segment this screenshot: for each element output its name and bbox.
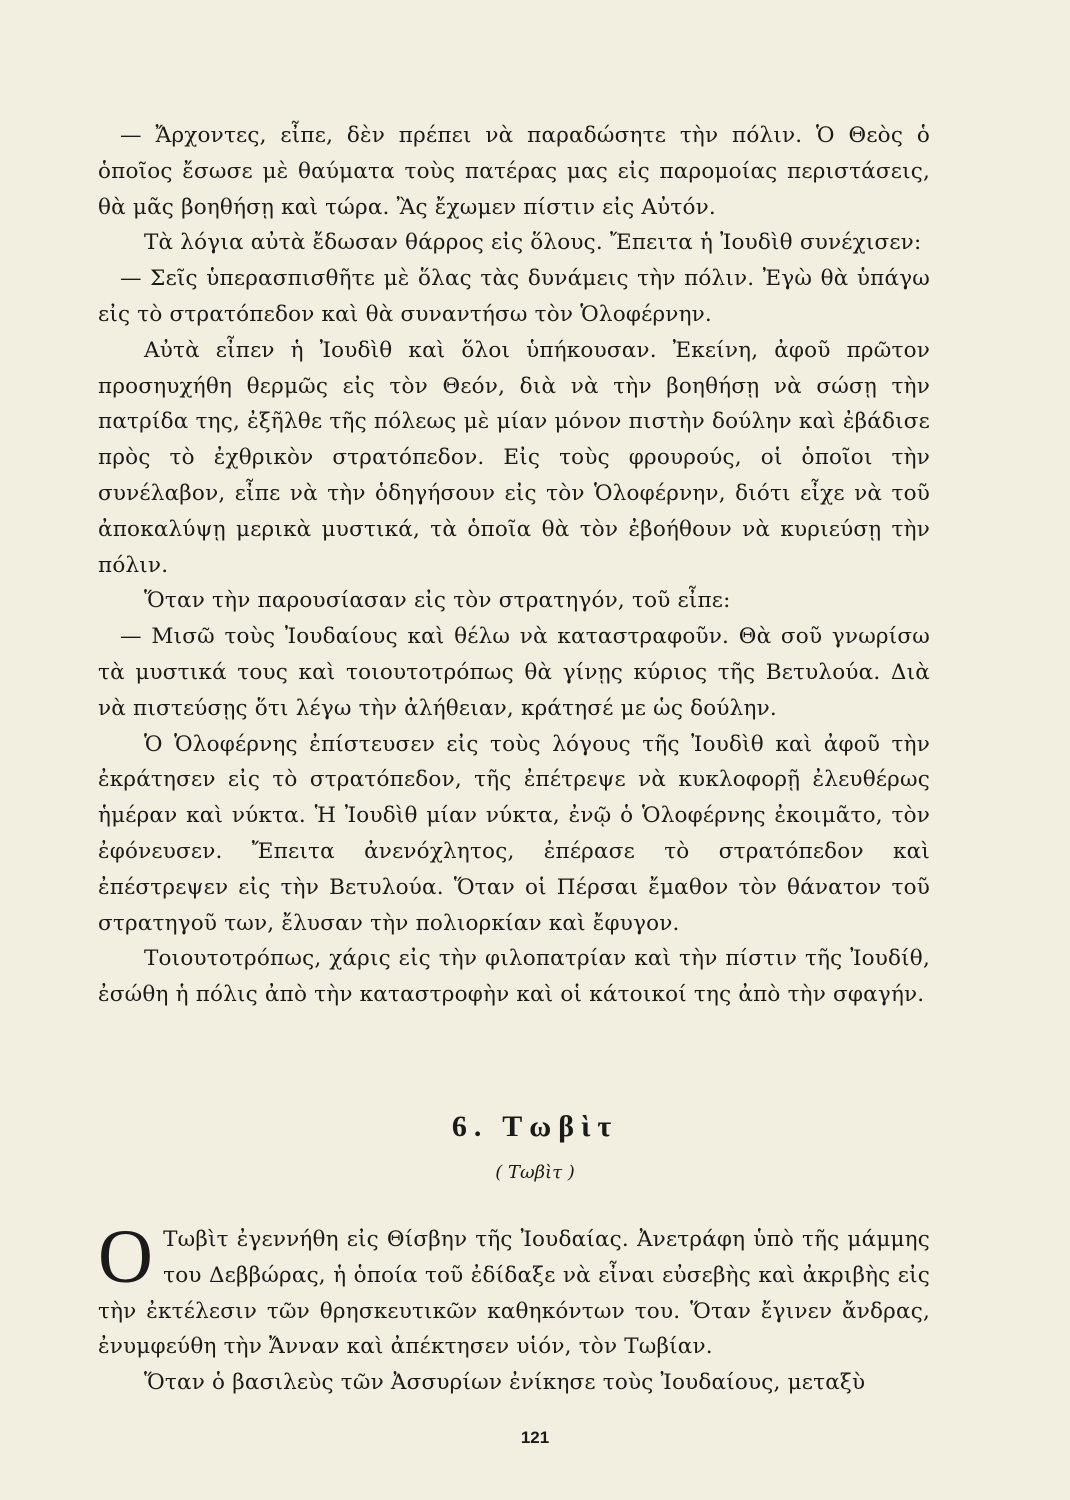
paragraph-4: Αὐτὰ εἶπεν ἡ Ἰουδὶθ καὶ ὅλοι ὑπήκουσαν. Ἐκείνη, ἀφοῦ πρῶτον προσηυχήθη θερμῶς εἰς τὸν Θεόν, διὰ νὰ τὴν βοηθήσῃ νὰ σώσῃ τὴν πατρίδα της, ἐξῆλθε τῆς πόλεως μὲ μίαν μόνον πιστὴν δούλην καὶ ἐβάδισε πρὸς τὸ ἐχθρικὸν στρατόπεδον. Εἰς τοὺς φρουρούς, οἱ ὁποῖοι τὴν συνέλαβον, εἶπε νὰ τὴν ὁδηγήσουν εἰς τὸν Ὁλοφέρνην, διότι εἶχε νὰ τοῦ ἀποκαλύψῃ μερικὰ μυστικά, τὰ ὁποῖα θὰ τὸν ἐβοήθουν νὰ κυριεύσῃ τὴν πόλιν.: [98, 337, 930, 578]
tobit-paragraph-1-text: Τωβὶτ ἐγεννήθη εἰς Θίσβην τῆς Ἰουδαίας. Ἀνετράφη ὑπὸ τῆς μάμμης του Δεββώρας, ἡ ὁποία τοῦ ἐδίδαξε νὰ εἶναι εὐσεβὴς καὶ ἀκριβὴς εἰς τὴν ἐκτέλεσιν τῶν θρησκευτικῶν καθηκόντων του. Ὅταν ἔγινεν ἄνδρας, ἐνυμφεύθη τὴν Ἄνναν καὶ ἀπέκτησεν υἱόν, τὸν Τωβίαν.: [98, 1227, 930, 1360]
paragraph-2: Τὰ λόγια αὐτὰ ἔδωσαν θάρρος εἰς ὅλους. Ἔπειτα ἡ Ἰουδὶθ συνέχισεν:: [144, 230, 922, 256]
chapter-subtitle: ( Τωβὶτ ): [495, 1162, 575, 1183]
drop-cap: Ο: [98, 1215, 154, 1299]
tobit-paragraph-2: Ὅταν ὁ βασιλεὺς τῶν Ἀσσυρίων ἐνίκησε τοὺς Ἰουδαίους, μεταξὺ: [144, 1370, 866, 1396]
section-judith-text: [98, 118, 930, 1013]
section-tobit-text: [98, 1215, 930, 1401]
paragraph-6: — Μισῶ τοὺς Ἰουδαίους καὶ θέλω νὰ καταστραφοῦν. Θὰ σοῦ γνωρίσω τὰ μυστικά τους καὶ τοιουτοτρόπως θὰ γίνῃς κύριος τῆς Βετυλούα. Διὰ νὰ πιστεύσῃς ὅτι λέγω τὴν ἀλήθειαν, κράτησέ με ὡς δούλην.: [98, 624, 930, 721]
tobit-paragraph-1: [98, 1215, 930, 1365]
paragraph-7: Ὁ Ὁλοφέρνης ἐπίστευσεν εἰς τοὺς λόγους τῆς Ἰουδὶθ καὶ ἀφοῦ τὴν ἐκράτησεν εἰς τὸ στρατόπεδον, τῆς ἐπέτρεψε νὰ κυκλοφορῇ ἐλευθέρως ἡμέραν καὶ νύκτα. Ἡ Ἰουδὶθ μίαν νύκτα, ἐνῷ ὁ Ὁλοφέρνης ἐκοιμᾶτο, τὸν ἐφόνευσεν. Ἔπειτα ἀνενόχλητος, ἐπέρασε τὸ στρατόπεδον καὶ ἐπέστρεψεν εἰς τὴν Βετυλούα. Ὅταν οἱ Πέρσαι ἔμαθον τὸν θάνατον τοῦ στρατηγοῦ των, ἔλυσαν τὴν πολιορκίαν καὶ ἔφυγον.: [98, 731, 930, 936]
page-number: 121: [520, 1428, 550, 1447]
paragraph-1: — Ἄρχοντες, εἶπε, δὲν πρέπει νὰ παραδώσητε τὴν πόλιν. Ὁ Θεὸς ὁ ὁποῖος ἔσωσε μὲ θαύματα τοὺς πατέρας μας εἰς παρομοίας περιστάσεις, θὰ μᾶς βοηθήσῃ καὶ τώρα. Ἂς ἔχωμεν πίστιν εἰς Αὐτόν.: [98, 123, 930, 220]
paragraph-5: Ὅταν τὴν παρουσίασαν εἰς τὸν στρατηγόν, τοῦ εἶπε:: [144, 588, 731, 614]
paragraph-3: — Σεῖς ὑπερασπισθῆτε μὲ ὅλας τὰς δυνάμεις τὴν πόλιν. Ἐγὼ θὰ ὑπάγω εἰς τὸ στρατόπεδον καὶ θὰ συναντήσω τὸν Ὁλοφέρνην.: [98, 266, 930, 327]
chapter-title: 6. Τωβὶτ: [451, 1110, 619, 1143]
paragraph-8: Τοιουτοτρόπως, χάρις εἰς τὴν φιλοπατρίαν καὶ τὴν πίστιν τῆς Ἰουδίθ, ἐσώθη ἡ πόλις ἀπὸ τὴν καταστροφὴν καὶ οἱ κάτοικοί της ἀπὸ τὴν σφαγήν.: [98, 946, 930, 1008]
